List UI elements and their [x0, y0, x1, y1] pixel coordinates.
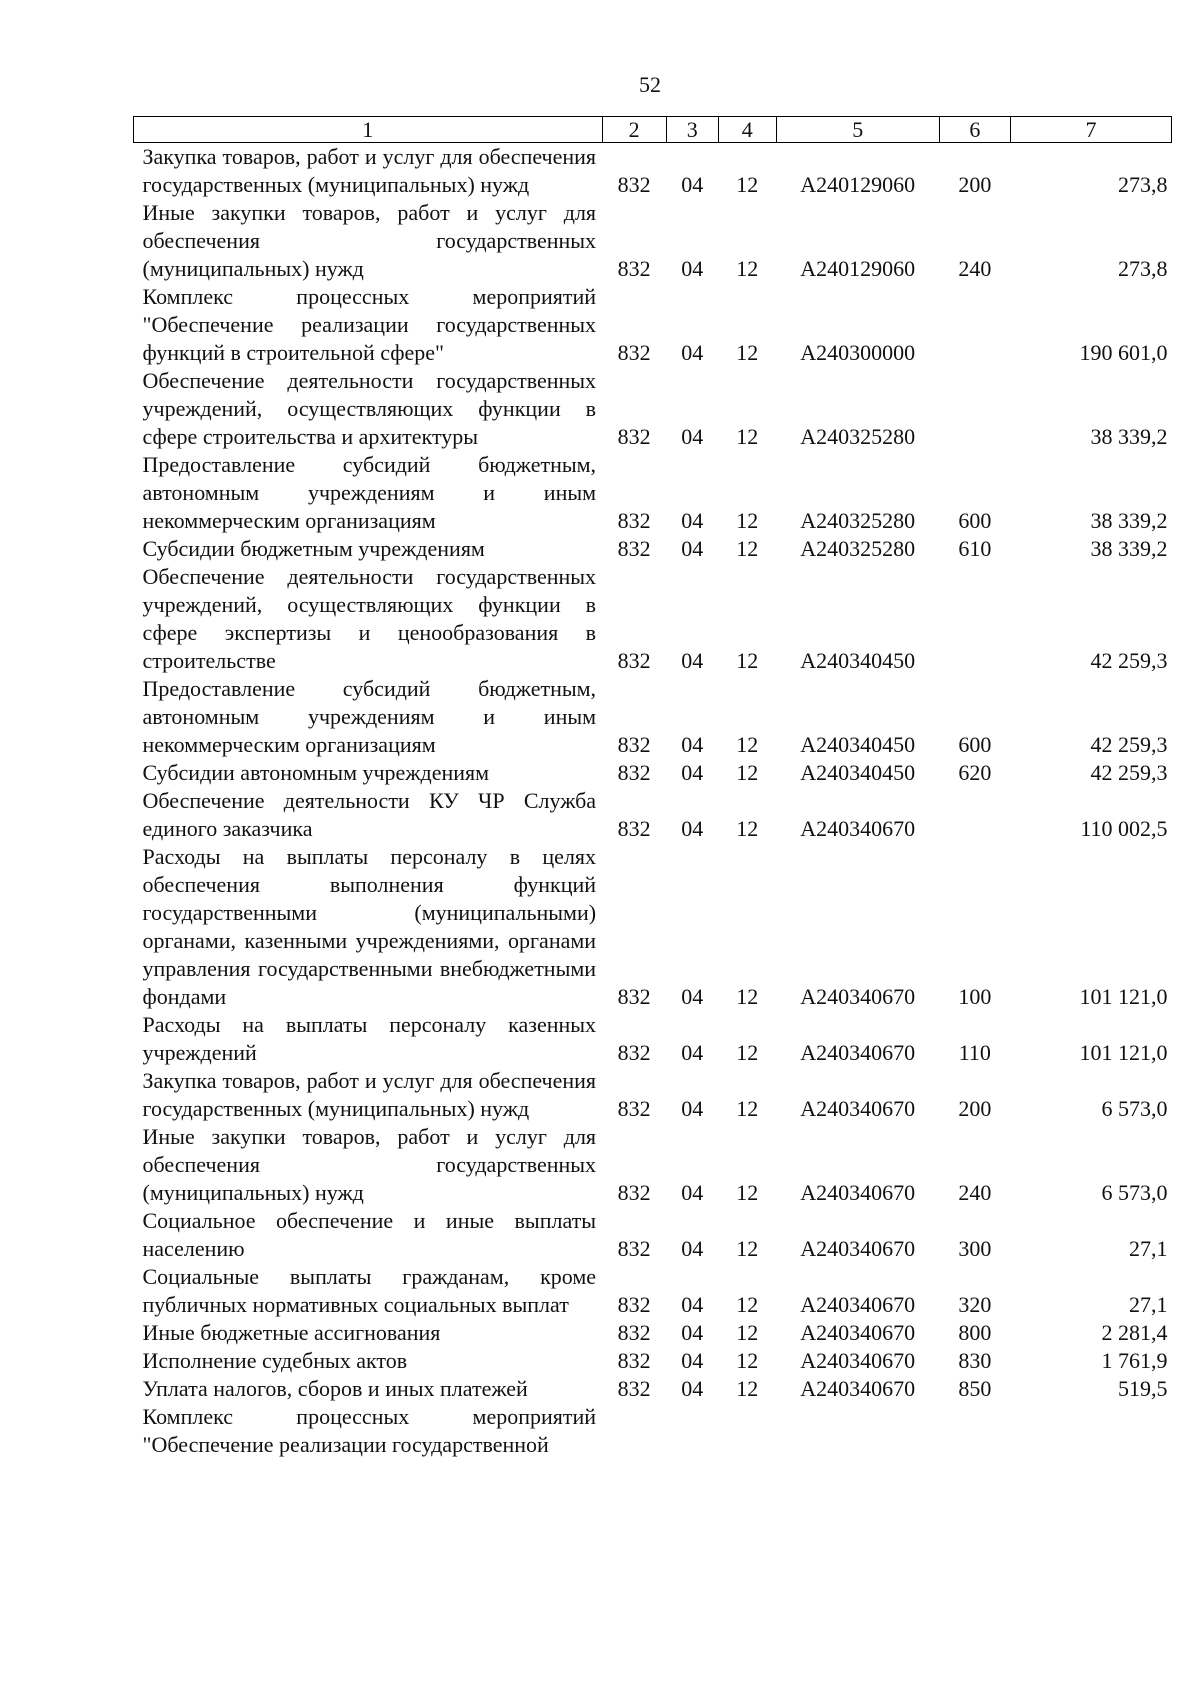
table-row: [134, 1207, 1172, 1263]
table-row: [134, 1067, 1172, 1123]
row-ministry-cell: 832: [617, 648, 651, 673]
row-ministry-cell: 832: [617, 1292, 651, 1317]
row-amount-cell: 519,5: [1118, 1376, 1168, 1401]
row-amount-cell: 101 121,0: [1079, 1040, 1168, 1065]
row-expense-type-cell: 200: [958, 172, 992, 197]
row-name-cell: Предоставление субсидий бюджетным, автономным учреждениям и иным некоммерческим организациям: [142, 676, 597, 757]
row-subsection-cell: 12: [736, 1376, 759, 1401]
row-section-cell: 04: [681, 1292, 704, 1317]
row-name-cell: Комплекс процессных мероприятий "Обеспечение реализации государственных функций в строительной сфере": [142, 284, 597, 365]
row-expense-type-cell: [939, 1403, 1010, 1459]
row-section-cell: 04: [681, 1236, 704, 1261]
row-amount-cell: 27,1: [1129, 1236, 1168, 1261]
row-subsection-cell: 12: [736, 1180, 759, 1205]
row-expense-type-cell: [939, 367, 1010, 451]
row-target-article-cell: А240340670: [800, 1320, 916, 1345]
row-expense-type-cell: 850: [958, 1376, 992, 1401]
row-target-article-cell: [776, 1403, 939, 1459]
budget-table-container: [133, 116, 1172, 1459]
row-name-cell: Иные закупки товаров, работ и услуг для обеспечения государственных (муниципальных) нужд: [142, 1124, 597, 1205]
row-expense-type-cell: [939, 787, 1010, 843]
row-section-cell: 04: [681, 1376, 704, 1401]
row-section-cell: [666, 1403, 718, 1459]
row-expense-type-cell: 800: [958, 1320, 992, 1345]
row-expense-type-cell: 600: [958, 508, 992, 533]
row-ministry-cell: 832: [617, 508, 651, 533]
row-expense-type-cell: 620: [958, 760, 992, 785]
table-row: [134, 843, 1172, 1011]
row-subsection-cell: 12: [736, 172, 759, 197]
row-ministry-cell: 832: [617, 1040, 651, 1065]
header-row: [134, 117, 1172, 143]
row-expense-type-cell: 240: [958, 1180, 992, 1205]
header-cell-2: 2: [602, 117, 666, 143]
row-subsection-cell: 12: [736, 1348, 759, 1373]
row-subsection-cell: 12: [736, 1040, 759, 1065]
row-expense-type-cell: 200: [958, 1096, 992, 1121]
row-ministry-cell: 832: [617, 536, 651, 561]
table-row: [134, 199, 1172, 283]
row-target-article-cell: А240340670: [800, 984, 916, 1009]
row-target-article-cell: А240325280: [800, 536, 916, 561]
row-subsection-cell: 12: [736, 340, 759, 365]
row-subsection-cell: [718, 1403, 776, 1459]
row-section-cell: 04: [681, 732, 704, 757]
row-amount-cell: 101 121,0: [1079, 984, 1168, 1009]
row-expense-type-cell: [939, 563, 1010, 675]
row-section-cell: 04: [681, 1096, 704, 1121]
row-section-cell: 04: [681, 1180, 704, 1205]
row-section-cell: 04: [681, 816, 704, 841]
header-cell-4: 4: [718, 117, 776, 143]
row-ministry-cell: 832: [617, 816, 651, 841]
row-name-cell: Иные бюджетные ассигнования: [142, 1320, 441, 1345]
row-ministry-cell: 832: [617, 984, 651, 1009]
row-expense-type-cell: 830: [958, 1348, 992, 1373]
row-expense-type-cell: [939, 283, 1010, 367]
table-row: [134, 675, 1172, 759]
row-target-article-cell: А240340450: [800, 760, 916, 785]
row-subsection-cell: 12: [736, 648, 759, 673]
table-row: [134, 1123, 1172, 1207]
row-target-article-cell: А240340450: [800, 648, 916, 673]
row-name-cell: Расходы на выплаты персоналу в целях обеспечения выполнения функций государственными (муниципальными) органами, казенными учреждениями, органами управления государственными внебюджетными фондами: [142, 844, 597, 1009]
row-amount-cell: 273,8: [1118, 256, 1168, 281]
row-section-cell: 04: [681, 984, 704, 1009]
row-section-cell: 04: [681, 1040, 704, 1065]
row-name-cell: Предоставление субсидий бюджетным, автономным учреждениям и иным некоммерческим организациям: [142, 452, 597, 533]
row-target-article-cell: А240340670: [800, 1348, 916, 1373]
row-subsection-cell: 12: [736, 760, 759, 785]
header-cell-1: 1: [134, 117, 603, 143]
row-amount-cell: 2 281,4: [1101, 1320, 1168, 1345]
row-target-article-cell: А240340670: [800, 1236, 916, 1261]
row-subsection-cell: 12: [736, 1236, 759, 1261]
row-subsection-cell: 12: [736, 508, 759, 533]
row-target-article-cell: А240340670: [800, 816, 916, 841]
row-ministry-cell: 832: [617, 760, 651, 785]
table-body: [134, 143, 1172, 1460]
table-row: [134, 1375, 1172, 1403]
row-amount-cell: 6 573,0: [1101, 1096, 1168, 1121]
row-ministry-cell: 832: [617, 340, 651, 365]
row-name-cell: Исполнение судебных актов: [142, 1348, 408, 1373]
header-cell-5: 5: [776, 117, 939, 143]
row-subsection-cell: 12: [736, 1320, 759, 1345]
row-ministry-cell: 832: [617, 1320, 651, 1345]
table-row: [134, 563, 1172, 675]
row-target-article-cell: А240129060: [800, 172, 916, 197]
row-name-cell: Закупка товаров, работ и услуг для обеспечения государственных (муниципальных) нужд: [142, 1068, 597, 1121]
row-amount-cell: 42 259,3: [1090, 760, 1168, 785]
header-cell-3: 3: [666, 117, 718, 143]
row-name-cell: Иные закупки товаров, работ и услуг для обеспечения государственных (муниципальных) нужд: [142, 200, 597, 281]
table-row: [134, 143, 1172, 200]
table-row: [134, 283, 1172, 367]
row-ministry-cell: 832: [617, 1096, 651, 1121]
row-amount-cell: 42 259,3: [1090, 648, 1168, 673]
row-expense-type-cell: 600: [958, 732, 992, 757]
row-subsection-cell: 12: [736, 1292, 759, 1317]
row-section-cell: 04: [681, 508, 704, 533]
row-ministry-cell: 832: [617, 424, 651, 449]
row-target-article-cell: А240340670: [800, 1376, 916, 1401]
table-row: [134, 367, 1172, 451]
row-ministry-cell: 832: [617, 1376, 651, 1401]
row-expense-type-cell: 100: [958, 984, 992, 1009]
row-amount-cell: 273,8: [1118, 172, 1168, 197]
row-target-article-cell: А240129060: [800, 256, 916, 281]
row-subsection-cell: 12: [736, 424, 759, 449]
row-subsection-cell: 12: [736, 984, 759, 1009]
row-target-article-cell: А240325280: [800, 508, 916, 533]
row-name-cell: Субсидии бюджетным учреждениям: [142, 536, 485, 561]
row-section-cell: 04: [681, 256, 704, 281]
row-name-cell: Субсидии автономным учреждениям: [142, 760, 490, 785]
row-section-cell: 04: [681, 1348, 704, 1373]
row-ministry-cell: 832: [617, 172, 651, 197]
row-expense-type-cell: 300: [958, 1236, 992, 1261]
row-amount-cell: 38 339,2: [1090, 536, 1168, 561]
row-name-cell: Закупка товаров, работ и услуг для обеспечения государственных (муниципальных) нужд: [142, 144, 597, 197]
row-expense-type-cell: 110: [958, 1040, 991, 1065]
row-target-article-cell: А240340450: [800, 732, 916, 757]
table-row: [134, 1319, 1172, 1347]
row-target-article-cell: А240340670: [800, 1180, 916, 1205]
table-row: [134, 1011, 1172, 1067]
row-amount-cell: 42 259,3: [1090, 732, 1168, 757]
row-subsection-cell: 12: [736, 732, 759, 757]
row-ministry-cell: 832: [617, 1180, 651, 1205]
row-section-cell: 04: [681, 536, 704, 561]
table-row: [134, 535, 1172, 563]
row-section-cell: 04: [681, 648, 704, 673]
header-cell-6: 6: [939, 117, 1010, 143]
table-row: [134, 787, 1172, 843]
row-target-article-cell: А240340670: [800, 1292, 916, 1317]
table-row: [134, 1263, 1172, 1319]
budget-table: [133, 116, 1172, 1459]
row-target-article-cell: А240340670: [800, 1096, 916, 1121]
row-name-cell: Социальное обеспечение и иные выплаты населению: [142, 1208, 597, 1261]
row-amount-cell: [1011, 1403, 1172, 1459]
row-name-cell: Обеспечение деятельности государственных учреждений, осуществляющих функции в сфере экспертизы и ценообразования в строительстве: [142, 564, 597, 673]
row-name-cell: Обеспечение деятельности государственных учреждений, осуществляющих функции в сфере строительства и архитектуры: [142, 368, 597, 449]
row-name-cell: Комплекс процессных мероприятий "Обеспечение реализации государственной: [142, 1404, 597, 1457]
row-amount-cell: 38 339,2: [1090, 508, 1168, 533]
row-expense-type-cell: 320: [958, 1292, 992, 1317]
row-section-cell: 04: [681, 172, 704, 197]
row-target-article-cell: А240300000: [800, 340, 916, 365]
row-subsection-cell: 12: [736, 256, 759, 281]
row-amount-cell: 6 573,0: [1101, 1180, 1168, 1205]
row-ministry-cell: 832: [617, 1348, 651, 1373]
page-number: 52: [639, 72, 661, 97]
row-target-article-cell: А240340670: [800, 1040, 916, 1065]
row-subsection-cell: 12: [736, 1096, 759, 1121]
row-section-cell: 04: [681, 340, 704, 365]
row-expense-type-cell: 610: [958, 536, 992, 561]
row-name-cell: Обеспечение деятельности КУ ЧР Служба единого заказчика: [142, 788, 597, 841]
table-row: [134, 451, 1172, 535]
row-section-cell: 04: [681, 760, 704, 785]
row-ministry-cell: [602, 1403, 666, 1459]
row-subsection-cell: 12: [736, 816, 759, 841]
row-name-cell: Социальные выплаты гражданам, кроме публичных нормативных социальных выплат: [142, 1264, 597, 1317]
row-ministry-cell: 832: [617, 256, 651, 281]
row-amount-cell: 110 002,5: [1080, 816, 1168, 841]
row-amount-cell: 1 761,9: [1101, 1348, 1168, 1373]
table-row: [134, 759, 1172, 787]
row-subsection-cell: 12: [736, 536, 759, 561]
row-amount-cell: 38 339,2: [1090, 424, 1168, 449]
row-section-cell: 04: [681, 1320, 704, 1345]
row-target-article-cell: А240325280: [800, 424, 916, 449]
table-row: [134, 1347, 1172, 1375]
row-name-cell: Уплата налогов, сборов и иных платежей: [142, 1376, 528, 1401]
row-name-cell: Расходы на выплаты персоналу казенных учреждений: [142, 1012, 597, 1065]
row-expense-type-cell: 240: [958, 256, 992, 281]
row-amount-cell: 190 601,0: [1079, 340, 1168, 365]
row-ministry-cell: 832: [617, 1236, 651, 1261]
table-row: [134, 1403, 1172, 1459]
header-cell-7: 7: [1011, 117, 1172, 143]
row-amount-cell: 27,1: [1129, 1292, 1168, 1317]
row-ministry-cell: 832: [617, 732, 651, 757]
row-section-cell: 04: [681, 424, 704, 449]
